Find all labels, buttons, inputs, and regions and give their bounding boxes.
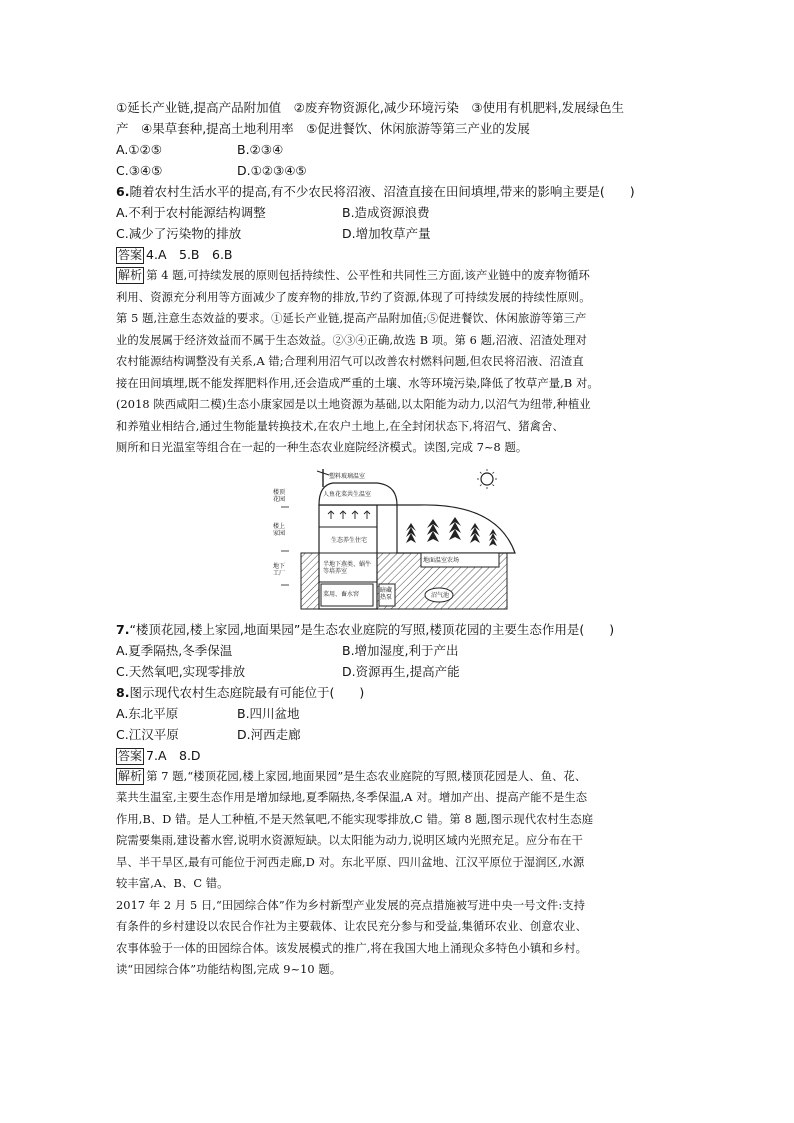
analysis-tag: 解析 <box>118 768 143 783</box>
label-water-cellar: 菜用、畜水窖 <box>323 590 360 598</box>
label-eco-house: 生态养生住宅 <box>331 536 368 544</box>
analysis-line <box>116 766 686 788</box>
passage-line: 2017 年 2 月 5 日,“田园综合体”作为乡村新型产业发展的亮点措施被写进中央一号文件:支持 <box>116 898 586 912</box>
analysis-line: 和养殖业相结合,通过生物能量转换技术,在农户土地上,在全封闭状态下,将沼气、猪禽舍、 <box>116 419 564 433</box>
answer-block-2 <box>116 745 686 766</box>
label-plastic-greenhouse: 塑料玻璃温室 <box>329 472 366 480</box>
q8-stem <box>116 682 686 703</box>
q7-option-b: B.增加湿度,利于产出 <box>342 642 459 658</box>
analysis-tag: 解析 <box>118 268 143 282</box>
label-culture-room: 半地下燕类、蜗牛等培养室 <box>323 560 372 575</box>
document-page <box>116 97 686 981</box>
passage-line: 读“田园综合体”功能结构图,完成 9~10 题。 <box>116 963 342 976</box>
analysis-line: 接在田间填埋,既不能发挥肥料作用,还会造成严重的土壤、水等环境污染,降低了牧草产量,B 对。 <box>116 376 599 390</box>
q7-options-row1 <box>116 640 686 661</box>
q5-option-a: A.①②⑤ <box>116 142 162 157</box>
analysis-line: 菜共生温室,主要生态作用是增加绿地,夏季隔热,冬季保温,A 对。增加产出、提高产能不是生态 <box>116 791 588 804</box>
analysis-line: 第 5 题,注意生态效益的要求。①延长产业链,提高产品附加值;⑤促进餐饮、休闲旅游等第三产 <box>116 312 587 325</box>
analysis-line: (2018 陕西咸阳二模)生态小康家园是以土地资源为基础,以太阳能为动力,以沼气为纽带,种植业 <box>116 398 591 411</box>
passage-line: 有条件的乡村建设以农民合作社为主要载体、让农民充分参与和受益,集循环农业、创意农业、 <box>116 920 587 933</box>
q7-option-d: D.资源再生,提高产能 <box>342 663 460 679</box>
answer-block-1 <box>116 244 686 265</box>
q8-number: 8. <box>116 684 130 700</box>
q6-stem <box>116 181 686 202</box>
q8-option-b: B.四川盆地 <box>237 705 300 721</box>
q6-option-b: B.造成资源浪费 <box>342 205 430 220</box>
analysis-line: 厕所和日光温室等组合在一起的一种生态农业庭院经济模式。读图,完成 7~8 题。 <box>116 441 528 454</box>
q8-option-a: A.东北平原 <box>116 705 179 721</box>
q6-options-row2 <box>116 223 686 244</box>
label-biogas-pit: 沼气池 <box>431 591 450 599</box>
side-label-roof: 楼顶花园 <box>272 488 285 503</box>
q5-option-b: B.②③④ <box>237 142 284 157</box>
q5-option-d: D.①②③④⑤ <box>237 163 307 178</box>
q6-stem-text: 随着农村生活水平的提高,有不少农民将沼液、沼渣直接在田间填埋,带来的影响主要是( ) <box>129 184 635 199</box>
q7-stem-text: “楼顶花园,楼上家园,地面果园”是生态农业庭院的写照,楼顶花园的主要生态作用是( ) <box>129 621 615 637</box>
q6-option-a: A.不利于农村能源结构调整 <box>116 205 266 220</box>
analysis-line: 旱、半干旱区,最有可能位于河西走廊,D 对。东北平原、四川盆地、江汉平原位于湿润区,水源 <box>116 855 585 869</box>
analysis-text: 第 7 题,“楼顶花园,楼上家园,地面果园”是生态农业庭院的写照,楼顶花园是人、鱼、花、 <box>146 769 587 783</box>
side-label-upstairs: 楼上家园 <box>272 522 285 537</box>
q6-options-row1 <box>116 202 686 223</box>
q5-items-line1: ①延长产业链,提高产品附加值 ②废弃物资源化,减少环境污染 ③使用有机肥料,发展绿色生 <box>116 100 625 115</box>
q7-option-c: C.天然氧吧,实现零排放 <box>116 663 246 679</box>
analysis-line: 较丰富,A、B、C 错。 <box>116 877 229 890</box>
analysis-line: 利用、资源充分利用等方面减少了废弃物的排放,节约了资源,体现了可持续发展的持续性原则。 <box>116 290 591 304</box>
q5-options-row2 <box>116 160 686 181</box>
q6-number: 6. <box>116 184 130 199</box>
analysis-line: 业的发展属于经济效益而不属于生态效益。②③④正确,故选 B 项。第 6 题,沼液、沼渣处理对 <box>116 333 587 347</box>
q5-items-line2: 产 ④果草套种,提高土地利用率 ⑤促进餐饮、休闲旅游等第三产业的发展 <box>116 121 530 136</box>
label-heat-pump: 暗藏热泵 <box>380 586 393 601</box>
q6-option-d: D.增加牧草产量 <box>342 226 431 241</box>
passage-line: 农事体验于一体的田园综合体。该发展模式的推广,将在我国大地上涌现众多特色小镇和乡村。 <box>116 941 587 955</box>
answer-tag: 答案 <box>118 248 143 262</box>
analysis-line: 作用,B、D 错。是人工种植,不是天然氧吧,不能实现零排放,C 错。第 8 题,图示现代农村生态庭 <box>116 812 594 826</box>
analysis-text: 第 4 题,可持续发展的原则包括持续性、公平性和共同性三方面,该产业链中的废弃物循环 <box>146 269 590 282</box>
label-ground-farm: 地面温室农场 <box>423 556 460 564</box>
eco-courtyard-diagram <box>271 467 521 613</box>
answer-tag: 答案 <box>118 748 143 763</box>
q8-option-c: C.江汉平原 <box>116 726 179 742</box>
analysis-line: 院需要集雨,建设蓄水窖,说明水资源短缺。以太阳能为动力,说明区域内光照充足。应分布在干 <box>116 834 583 847</box>
analysis-line: 农村能源结构调整没有关系,A 错;合理利用沼气可以改善农村燃料问题,但农民将沼液、沼渣直 <box>116 355 584 368</box>
answer-text: 4.A 5.B 6.B <box>146 247 233 262</box>
q7-options-row2 <box>116 661 686 682</box>
q5-option-c: C.③④⑤ <box>116 163 163 178</box>
q8-options-row2 <box>116 724 686 745</box>
courtyard-drawing <box>271 467 521 613</box>
side-label-underground: 地下工厂 <box>272 562 285 577</box>
q7-number: 7. <box>116 621 130 637</box>
analysis-line <box>116 265 686 287</box>
q8-options-row1 <box>116 703 686 724</box>
answer-text: 7.A 8.D <box>146 747 201 763</box>
q5-options-row1 <box>116 139 686 160</box>
q8-stem-text: 图示现代农村生态庭院最有可能位于( ) <box>129 684 365 700</box>
label-symbiosis-greenhouse: 人鱼花菜共生温室 <box>323 490 372 498</box>
q7-option-a: A.夏季隔热,冬季保温 <box>116 642 233 658</box>
q8-option-d: D.河西走廊 <box>237 726 301 742</box>
q6-option-c: C.减少了污染物的排放 <box>116 226 242 241</box>
q7-stem <box>116 619 686 640</box>
